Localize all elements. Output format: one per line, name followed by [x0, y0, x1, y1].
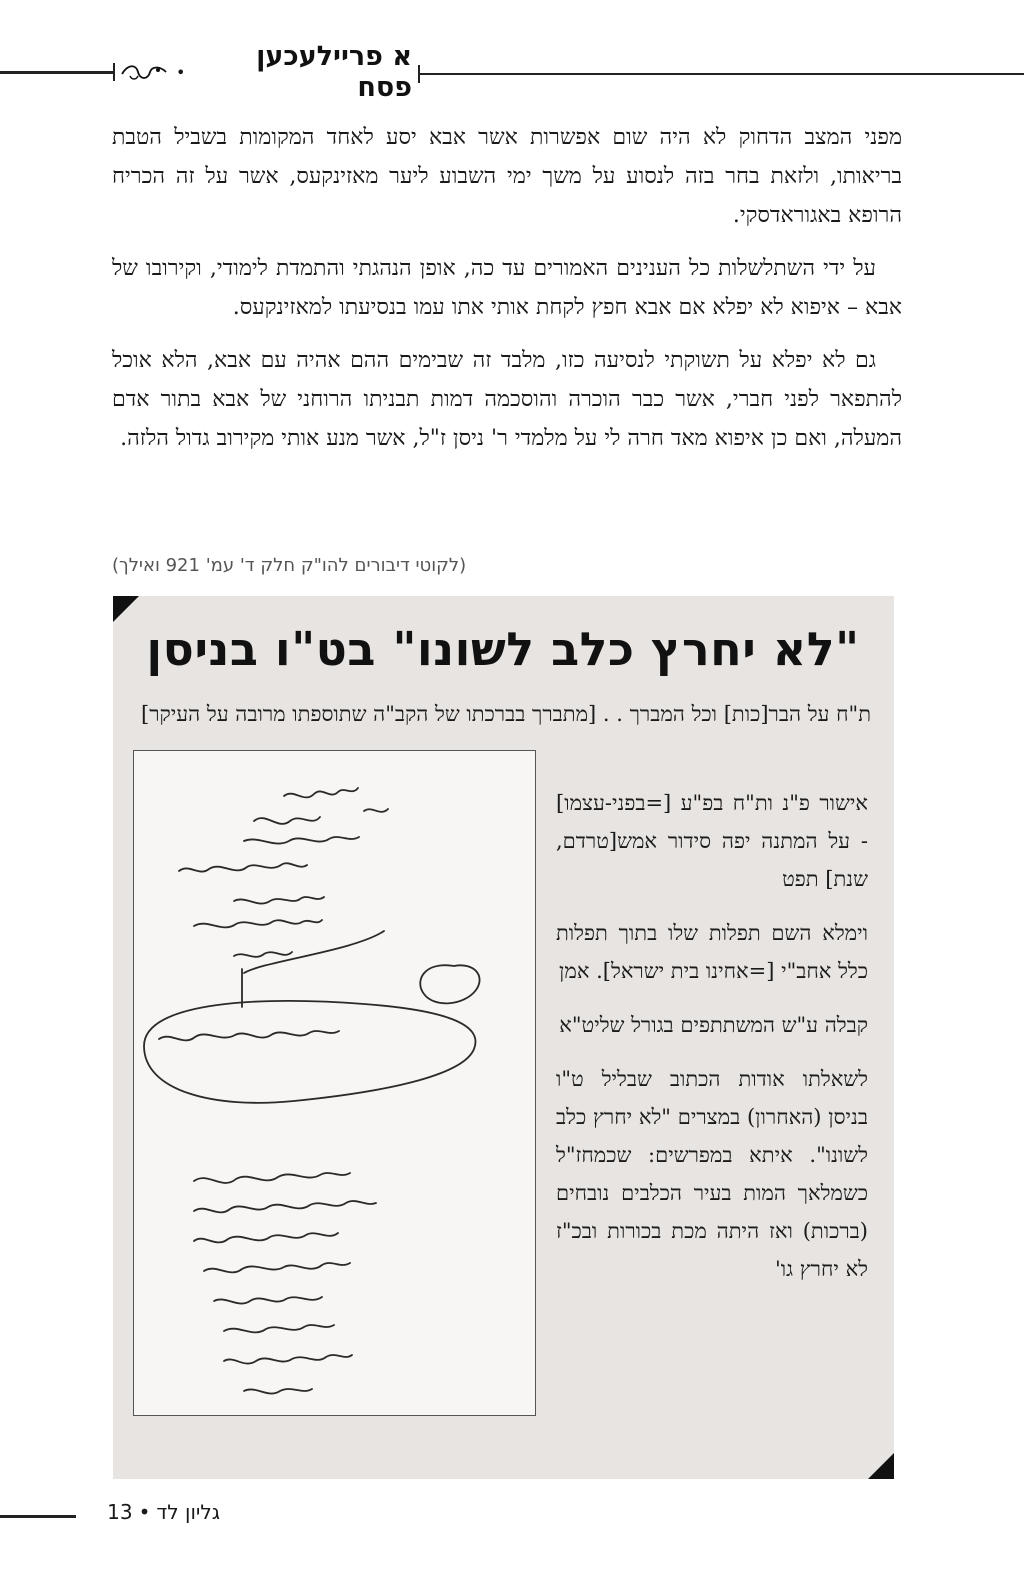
- body-paragraph: מפני המצב הדחוק לא היה שום אפשרות אשר אבא יסע לאחד המקומות בשביל הטבת בריאותו, ולזאת בחר בזה לנסוע על משך ימי השבוע ליער מאזינקעס, אשר על זה הכריח הרופא באגוראדסקי.: [112, 125, 902, 228]
- header-rule-tick-left: [113, 63, 115, 81]
- header-title: א פריילעכען פסח: [256, 41, 412, 103]
- source-citation: (לקוטי דיבורים להו"ק חלק ד' עמ' 921 ואילך): [112, 555, 467, 576]
- manuscript-box: [113, 596, 894, 1479]
- page-number: 13: [107, 1500, 133, 1524]
- body-paragraph: על ידי השתלשלות כל הענינים האמורים עד כה, אופן הנהגתי והתמדת לימודי, וקירובו של אבא – איפוא לא יפלא אם אבא חפץ לקחת אותי אתו עמו בנסיעתו למאזינקעס.: [112, 256, 902, 320]
- note-paragraph: אישור פ"נ ות"ח בפ"ע [=בפני-עצמו] - על המתנה יפה סידור אמש[טרדם, שנת] תפט: [556, 791, 868, 891]
- page-footer: [80, 1500, 220, 1524]
- header-rule-right: [420, 73, 1024, 75]
- handwritten-manuscript-image: [133, 750, 536, 1416]
- header-rule-left: [0, 71, 113, 74]
- corner-ornament-bottom-right: [868, 1453, 894, 1479]
- box-intro: ת"ח על הבר[כות] וכל המברך . . [מתברך בברכתו של הקב"ה שתוספתו מרובה על העיקר]: [141, 702, 871, 726]
- note-paragraph: קבלה ע"ש המשתתפים בגורל שליט"א: [559, 1013, 868, 1037]
- note-paragraph: וימלא השם תפלות שלו בתוך תפלות כלל אחב"י [=אחינו בית ישראל]. אמן: [556, 921, 868, 983]
- footer-rule: [0, 1515, 76, 1518]
- transcription-notes: [556, 784, 868, 1304]
- running-header: [120, 41, 412, 103]
- body-paragraph: גם לא יפלא על תשוקתי לנסיעה כזו, מלבד זה שבימים ההם אהיה עם אבא, הלא אוכל להתפאר לפני חברי, אשר כבר הוכרה והוסכמה דמות תבניתו הרוחני של אבא בתור אדם המעלה, ואם כן איפוא מאד חרה לי על מלמדי ר' ניסן ז"ל, אשר מנע אותי מקירוב גדול הלזה.: [112, 348, 902, 451]
- note-paragraph: לשאלתו אודות הכתוב שבליל ט"ו בניסן (האחרון) במצרים "לא יחרץ כלב לשונו". איתא במפרשים: שכמחז"ל כשמלאך המות בעיר הכלבים נובחים (ברכות) ואז היתה מכת בכורות ובכ"ז לא יחרץ גו': [556, 1067, 868, 1281]
- corner-ornament-top-left: [113, 596, 139, 622]
- footer-separator: •: [138, 1500, 151, 1524]
- issue-label: גליון לד: [156, 1500, 220, 1524]
- flourish-ornament-icon: [120, 60, 168, 84]
- article-body: [112, 118, 902, 472]
- header-separator: •: [176, 62, 186, 82]
- box-title: "לא יחרץ כלב לשונו" בט"ו בניסן: [146, 622, 860, 676]
